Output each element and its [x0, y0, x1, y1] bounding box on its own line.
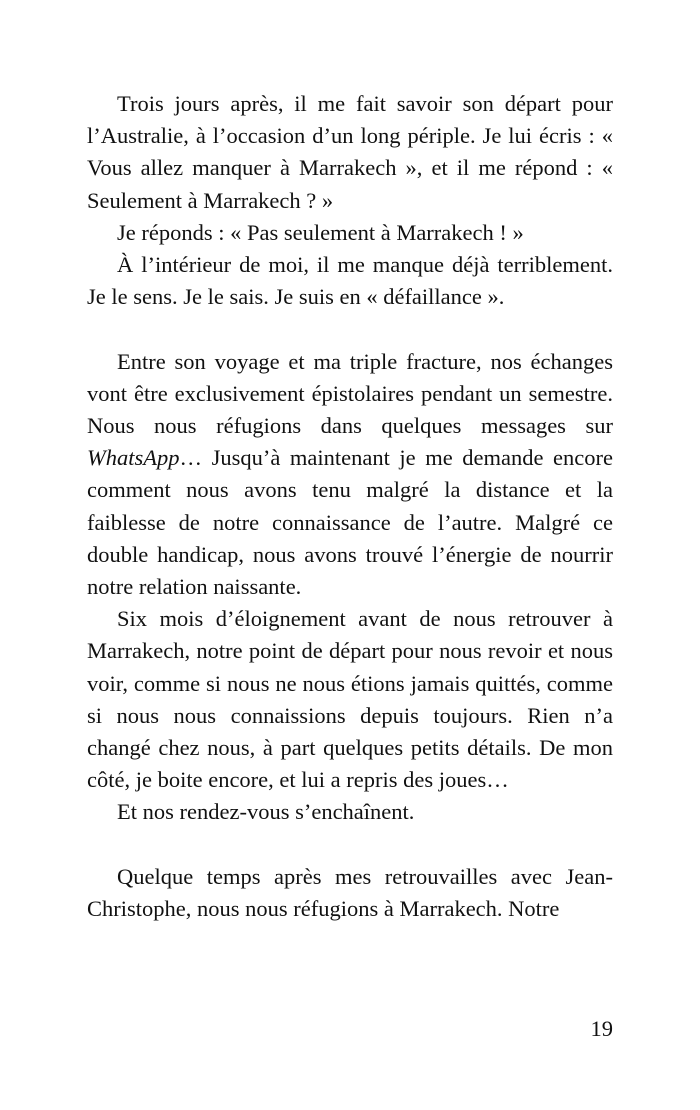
- section-break: [87, 313, 613, 345]
- page-number: 19: [590, 1016, 613, 1041]
- paragraph-quelque-temps: Quelque temps après mes retrouvailles avec Jean-Christophe, nous nous réfugions à Marrakech. Notre: [87, 863, 613, 922]
- paragraph-echanges-part1: Entre son voyage et ma triple fracture, nos échanges vont être exclusivement épistolaires pendant un semestre. Nous nous réfugions dans quelques messages sur: [87, 348, 613, 439]
- paragraph-interieur-de-moi: À l’intérieur de moi, il me manque déjà terriblement. Je le sens. Je le sais. Je suis en « défaillance ».: [87, 252, 613, 310]
- paragraph-echanges-epistolaires: [87, 346, 613, 604]
- paragraph-depart-australie: Trois jours après, il me fait savoir son départ pour l’Australie, à l’occasion d’un long périple. Je lui écris : « Vous allez manquer à Marrakech », et il me répond : « Seulement à Marrakech ? »: [87, 91, 613, 213]
- paragraph-echanges-part2: … Jusqu’à maintenant je me demande encore comment nous avons tenu malgré la distance et la faiblesse de notre connaissance de l’autre. Malgré ce double handicap, nous avons trouvé l’énergie de nourrir notre relation naissante.: [87, 445, 613, 600]
- paragraph-rendez-vous: Et nos rendez-vous s’enchaînent.: [117, 799, 415, 825]
- paragraph-six-mois: Six mois d’éloignement avant de nous retrouver à Marrakech, notre point de départ pour nous revoir et nous voir, comme si nous ne nous étions jamais quittés, comme si nous nous connaissions depuis toujours. Rien n’a changé chez nous, à part quelques petits détails. De mon côté, je boite encore, et lui a repris des joues…: [87, 606, 613, 793]
- section-break: [87, 829, 613, 861]
- page-body: [87, 88, 613, 925]
- app-name-italic: WhatsApp: [87, 445, 180, 471]
- paragraph-je-reponds: Je réponds : « Pas seulement à Marrakech ! »: [117, 219, 524, 245]
